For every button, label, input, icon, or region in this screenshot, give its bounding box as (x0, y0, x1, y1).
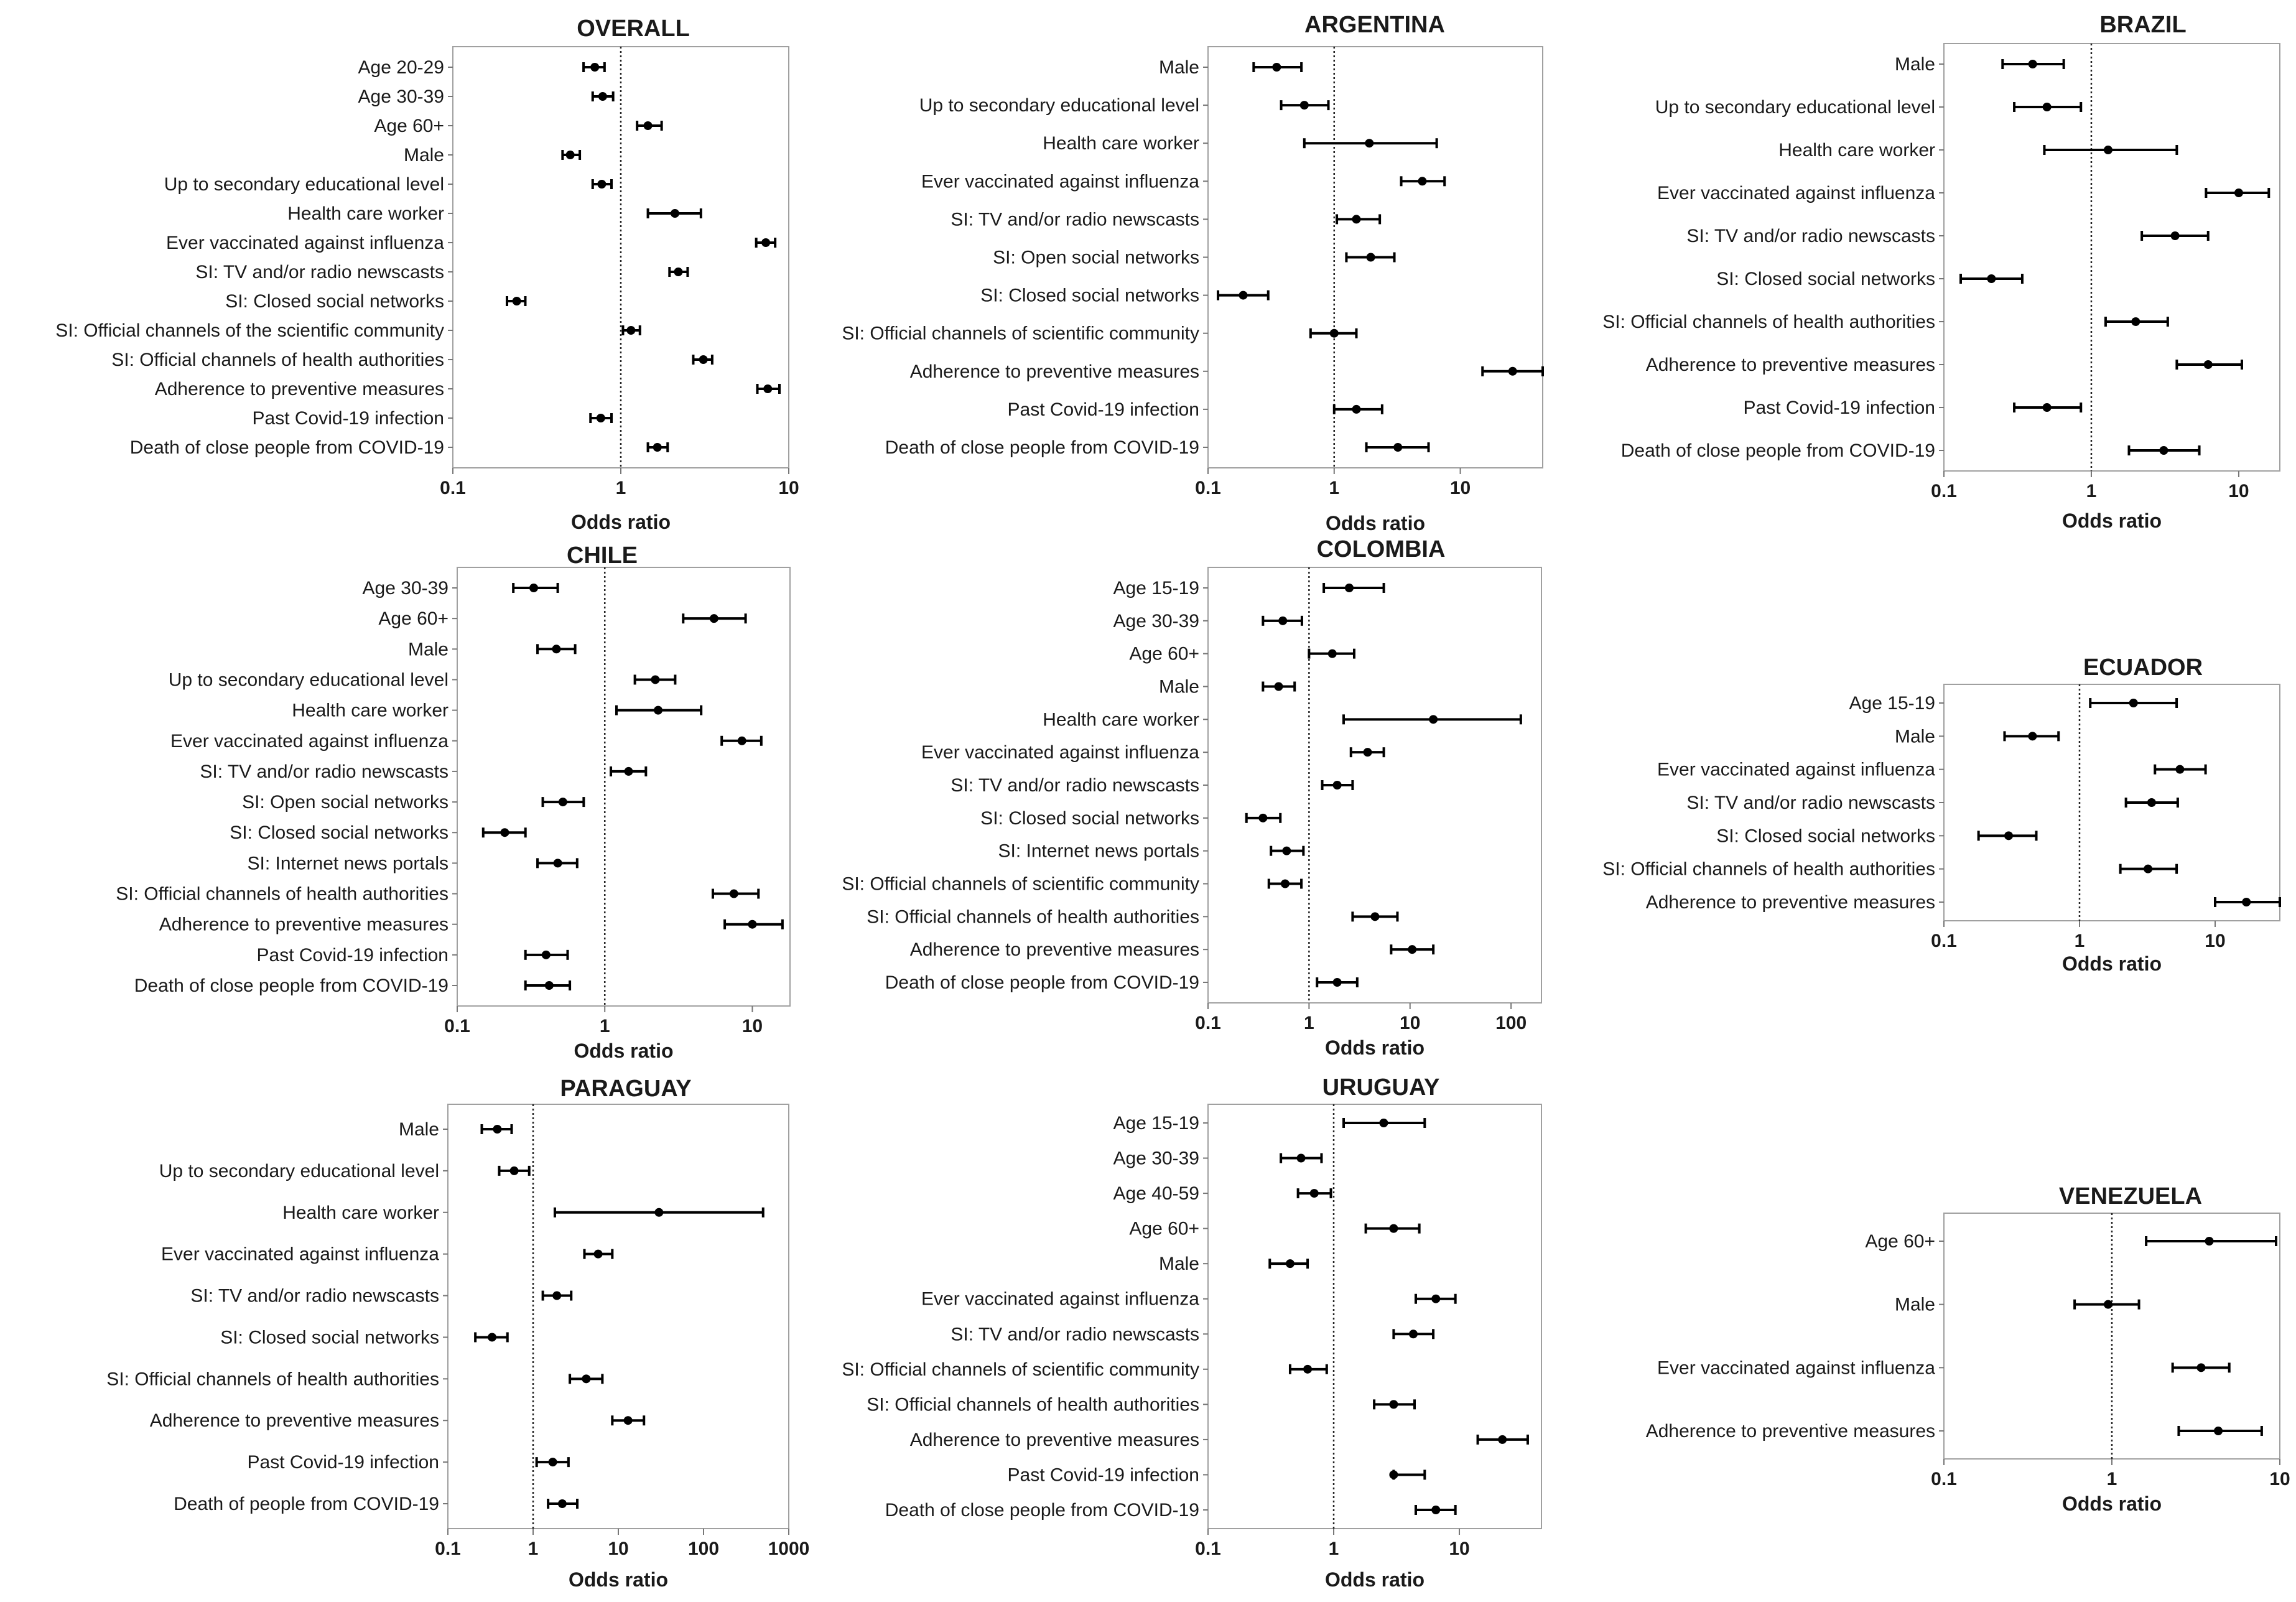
point-estimate (1333, 978, 1342, 987)
row-label: SI: Internet news portals (247, 853, 449, 874)
point-estimate (1389, 1470, 1398, 1479)
row-label: Ever vaccinated against influenza (1657, 759, 1935, 780)
row-label: Age 30-39 (1113, 1148, 1199, 1169)
x-tick-label: 0.1 (1195, 1013, 1221, 1033)
point-estimate (1379, 1119, 1388, 1127)
forest-panel-argentina (842, 12, 1543, 534)
row-label: Death of people from COVID-19 (174, 1494, 439, 1514)
point-estimate (748, 920, 756, 929)
point-estimate (529, 584, 538, 592)
point-estimate (2205, 1237, 2214, 1246)
point-estimate (1310, 1189, 1319, 1198)
point-estimate (763, 384, 772, 393)
chart-title: ARGENTINA (1304, 12, 1445, 38)
row-label: Death of close people from COVID-19 (885, 972, 1199, 993)
row-label: Ever vaccinated against influenza (170, 730, 449, 752)
row-label: Health care worker (1778, 140, 1935, 161)
x-axis-label: Odds ratio (2061, 952, 2162, 975)
forest-panel-paraguay (106, 1076, 809, 1591)
row-label: Age 30-39 (358, 86, 444, 107)
point-estimate (1258, 814, 1267, 822)
point-estimate (1282, 847, 1291, 855)
row-label: SI: Official channels of health authorities (116, 883, 449, 905)
point-estimate (1328, 650, 1337, 658)
point-estimate (1286, 1259, 1294, 1268)
row-label: Death of close people from COVID-19 (1620, 440, 1935, 461)
point-estimate (1300, 101, 1309, 109)
row-label: SI: Open social networks (242, 792, 449, 813)
point-estimate (566, 151, 575, 159)
point-estimate (2029, 60, 2037, 68)
x-tick-label: 0.1 (1195, 478, 1221, 498)
row-label: SI: Closed social networks (1716, 269, 1935, 289)
forest-panel-uruguay (842, 1074, 1541, 1591)
x-tick-label: 1 (2074, 931, 2085, 951)
point-estimate (590, 63, 599, 72)
chart-title: VENEZUELA (2058, 1183, 2203, 1209)
point-estimate (674, 268, 682, 276)
row-label: Age 30-39 (1113, 610, 1199, 631)
point-estimate (500, 828, 509, 837)
row-label: SI: Closed social networks (225, 291, 444, 312)
point-estimate (1278, 617, 1287, 625)
point-estimate (1345, 584, 1354, 592)
point-estimate (559, 798, 567, 806)
point-estimate (738, 737, 746, 745)
point-estimate (493, 1125, 501, 1134)
row-label: SI: TV and/or radio newscasts (950, 209, 1199, 230)
row-label: Up to secondary educational level (164, 174, 444, 195)
row-label: Age 60+ (1865, 1231, 1935, 1252)
x-tick-label: 1 (1328, 1539, 1339, 1559)
point-estimate (597, 180, 606, 189)
point-estimate (1429, 715, 1438, 724)
x-tick-label: 10 (1449, 478, 1471, 498)
point-estimate (1239, 291, 1248, 300)
row-label: Health care worker (1043, 709, 1199, 730)
x-axis-label: Odds ratio (570, 511, 671, 533)
point-estimate (1987, 274, 1996, 283)
point-estimate (653, 443, 662, 452)
row-label: Age 40-59 (1113, 1183, 1199, 1204)
row-label: SI: Official channels of health authorities (1602, 859, 1935, 880)
plot-frame (1944, 44, 2280, 471)
x-tick-label: 0.1 (1195, 1539, 1221, 1559)
point-estimate (552, 645, 560, 653)
point-estimate (1365, 139, 1373, 147)
chart-title: CHILE (567, 543, 638, 569)
row-label: SI: Official channels of scientific community (842, 873, 1199, 895)
point-estimate (1367, 253, 1375, 262)
row-label: SI: Official channels of health authorities (867, 1394, 1199, 1415)
point-estimate (1352, 405, 1360, 414)
point-estimate (2131, 317, 2140, 326)
chart-title: COLOMBIA (1316, 536, 1446, 562)
row-label: SI: TV and/or radio newscasts (950, 775, 1199, 796)
chart-title: BRAZIL (2099, 12, 2187, 38)
row-label: Death of close people from COVID-19 (885, 1500, 1199, 1521)
point-estimate (1431, 1506, 1440, 1514)
x-tick-label: 1 (615, 478, 626, 498)
x-tick-label: 1 (599, 1016, 610, 1036)
row-label: Adherence to preventive measures (909, 939, 1199, 961)
row-label: Past Covid-19 infection (1007, 399, 1199, 420)
point-estimate (598, 92, 607, 101)
point-estimate (549, 1458, 557, 1466)
point-estimate (1408, 945, 1416, 954)
x-tick-label: 1 (528, 1539, 539, 1559)
point-estimate (2144, 865, 2152, 873)
point-estimate (1281, 880, 1290, 888)
chart-title: URUGUAY (1322, 1074, 1440, 1101)
row-label: Past Covid-19 infection (1743, 398, 1935, 418)
x-tick-label: 0.1 (1931, 481, 1957, 501)
point-estimate (644, 121, 653, 130)
row-label: SI: Closed social networks (980, 808, 1199, 829)
row-label: Past Covid-19 infection (247, 1452, 439, 1473)
point-estimate (558, 1499, 567, 1508)
row-label: Ever vaccinated against influenza (166, 233, 444, 253)
row-label: Adherence to preventive measures (154, 379, 444, 399)
point-estimate (2043, 103, 2052, 111)
point-estimate (1303, 1365, 1312, 1374)
point-estimate (654, 1208, 663, 1217)
forest-panel-ecuador (1602, 654, 2280, 975)
row-label: SI: Official channels of the scientific community (55, 320, 444, 341)
row-label: SI: TV and/or radio newscasts (190, 1285, 439, 1306)
row-label: Up to secondary educational level (168, 669, 449, 691)
x-axis-label: Odds ratio (1324, 1036, 1425, 1059)
row-label: Age 60+ (1129, 1218, 1199, 1239)
point-estimate (597, 414, 605, 422)
plot-frame (457, 567, 790, 1006)
point-estimate (1389, 1400, 1398, 1409)
row-label: Adherence to preventive measures (1645, 355, 1935, 375)
x-tick-label: 100 (1495, 1013, 1527, 1033)
row-label: Male (407, 639, 449, 660)
row-label: Health care worker (282, 1202, 439, 1223)
row-label: Ever vaccinated against influenza (1657, 183, 1935, 203)
point-estimate (1330, 329, 1339, 338)
x-tick-label: 1 (1304, 1013, 1314, 1033)
row-label: Up to secondary educational level (1655, 97, 1935, 118)
x-tick-label: 10 (2269, 1469, 2290, 1489)
point-estimate (1364, 748, 1372, 757)
row-label: SI: TV and/or radio newscasts (950, 1324, 1199, 1345)
row-label: Past Covid-19 infection (1007, 1465, 1199, 1486)
point-estimate (2129, 699, 2138, 707)
point-estimate (2104, 1300, 2112, 1309)
point-estimate (1297, 1154, 1306, 1163)
point-estimate (552, 1292, 561, 1300)
point-estimate (626, 326, 635, 335)
forest-panel-venezuela (1646, 1183, 2290, 1515)
point-estimate (699, 355, 708, 364)
row-label: Adherence to preventive measures (1645, 892, 1935, 913)
row-label: SI: Official channels of health authorities (867, 906, 1199, 928)
x-tick-label: 0.1 (1931, 1469, 1957, 1489)
row-label: Age 15-19 (1113, 578, 1199, 598)
row-label: Ever vaccinated against influenza (921, 742, 1199, 763)
point-estimate (513, 297, 521, 305)
row-label: SI: Closed social networks (1716, 826, 1935, 847)
point-estimate (1274, 682, 1283, 691)
row-label: SI: Closed social networks (220, 1327, 439, 1348)
chart-title: OVERALL (577, 16, 690, 42)
row-label: Up to secondary educational level (919, 95, 1199, 116)
row-label: SI: Official channels of health authorities (1602, 312, 1935, 332)
x-tick-label: 10 (2205, 931, 2226, 951)
point-estimate (594, 1250, 603, 1259)
row-label: Adherence to preventive measures (1645, 1421, 1935, 1441)
point-estimate (1508, 367, 1517, 376)
row-label: Male (398, 1119, 439, 1140)
row-label: Male (1894, 54, 1935, 75)
x-axis-label: Odds ratio (2061, 1493, 2162, 1515)
row-label: Health care worker (287, 203, 444, 224)
row-label: Death of close people from COVID-19 (129, 437, 444, 458)
point-estimate (730, 890, 738, 898)
point-estimate (510, 1167, 519, 1175)
x-tick-label: 1 (2106, 1469, 2117, 1489)
point-estimate (671, 209, 679, 218)
point-estimate (2147, 798, 2156, 807)
point-estimate (1370, 912, 1379, 921)
x-axis-label: Odds ratio (1324, 1568, 1425, 1591)
row-label: Adherence to preventive measures (149, 1410, 439, 1432)
row-label: Death of close people from COVID-19 (134, 976, 449, 996)
plot-frame (1944, 684, 2280, 921)
x-tick-label: 10 (778, 478, 799, 498)
point-estimate (2159, 446, 2168, 455)
row-label: SI: TV and/or radio newscasts (1686, 226, 1935, 246)
row-label: SI: Closed social networks (980, 285, 1199, 306)
x-tick-label: 100 (687, 1539, 720, 1559)
point-estimate (1272, 63, 1281, 72)
point-estimate (625, 767, 633, 776)
point-estimate (1409, 1330, 1418, 1338)
point-estimate (651, 675, 659, 684)
point-estimate (554, 859, 562, 867)
chart-title: ECUADOR (2083, 654, 2203, 681)
row-label: SI: Closed social networks (230, 822, 449, 844)
row-label: Male (1894, 726, 1935, 747)
row-label: Past Covid-19 infection (252, 408, 444, 429)
row-label: Male (1158, 1254, 1199, 1275)
row-label: Age 60+ (378, 608, 449, 630)
point-estimate (542, 951, 551, 959)
point-estimate (2175, 765, 2184, 774)
row-label: SI: Official channels of health authorities (106, 1369, 439, 1390)
point-estimate (654, 706, 662, 715)
row-label: Age 20-29 (358, 57, 444, 78)
point-estimate (624, 1416, 633, 1425)
row-label: SI: Official channels of scientific community (842, 1359, 1199, 1380)
plot-frame (1208, 1104, 1541, 1529)
point-estimate (2204, 360, 2213, 369)
row-label: Health care worker (292, 700, 449, 721)
point-estimate (488, 1333, 496, 1341)
row-label: Ever vaccinated against influenza (921, 1288, 1199, 1310)
forest-panel-colombia (842, 536, 1541, 1059)
row-label: SI: Official channels of health authorities (111, 350, 444, 370)
x-tick-label: 10 (1449, 1539, 1470, 1559)
point-estimate (1352, 215, 1360, 223)
row-label: Past Covid-19 infection (256, 944, 449, 966)
point-estimate (2214, 1427, 2223, 1435)
row-label: SI: TV and/or radio newscasts (200, 761, 449, 782)
row-label: Health care worker (1043, 133, 1199, 154)
x-tick-label: 10 (741, 1016, 763, 1036)
x-axis-label: Odds ratio (568, 1568, 669, 1591)
point-estimate (710, 614, 718, 623)
x-axis-label: Odds ratio (1325, 512, 1426, 534)
row-label: Ever vaccinated against influenza (1657, 1358, 1935, 1379)
row-label: Ever vaccinated against influenza (161, 1244, 439, 1265)
x-tick-label: 10 (608, 1539, 629, 1559)
point-estimate (1389, 1224, 1398, 1233)
x-axis-label: Odds ratio (574, 1040, 674, 1062)
point-estimate (2004, 831, 2013, 840)
row-label: Age 15-19 (1849, 693, 1935, 714)
point-estimate (1498, 1435, 1507, 1444)
point-estimate (2171, 231, 2180, 240)
x-tick-label: 0.1 (435, 1539, 461, 1559)
row-label: SI: Official channels of scientific community (842, 323, 1199, 344)
row-label: Ever vaccinated against influenza (921, 171, 1199, 192)
x-axis-label: Odds ratio (2061, 510, 2162, 532)
x-tick-label: 10 (1400, 1013, 1421, 1033)
plot-frame (1208, 567, 1541, 1003)
forest-panel-chile (116, 543, 790, 1062)
forest-panel-brazil (1602, 12, 2280, 532)
forest-panel-overall (55, 16, 799, 533)
row-label: Age 15-19 (1113, 1113, 1199, 1134)
x-tick-label: 0.1 (444, 1016, 470, 1036)
row-label: Age 60+ (1129, 643, 1199, 664)
point-estimate (545, 981, 554, 990)
x-tick-label: 10 (2228, 481, 2249, 501)
point-estimate (2234, 189, 2243, 197)
row-label: Male (1894, 1294, 1935, 1315)
row-label: Adherence to preventive measures (909, 361, 1199, 382)
point-estimate (2104, 146, 2112, 154)
row-label: Male (403, 145, 444, 165)
point-estimate (1333, 781, 1342, 789)
row-label: Adherence to preventive measures (909, 1429, 1199, 1450)
point-estimate (1418, 177, 1427, 185)
x-tick-label: 1 (2086, 481, 2097, 501)
point-estimate (1393, 443, 1402, 452)
point-estimate (1431, 1295, 1440, 1303)
row-label: Death of close people from COVID-19 (885, 437, 1199, 458)
x-tick-label: 1000 (768, 1539, 810, 1559)
row-label: Age 60+ (374, 116, 444, 136)
row-label: Male (1158, 57, 1199, 78)
row-label: SI: Open social networks (993, 247, 1199, 268)
row-label: Adherence to preventive measures (159, 914, 449, 935)
row-label: Male (1158, 676, 1199, 697)
point-estimate (582, 1374, 590, 1383)
x-tick-label: 0.1 (1931, 931, 1957, 951)
point-estimate (761, 238, 770, 247)
point-estimate (2028, 732, 2037, 740)
chart-title: PARAGUAY (560, 1076, 692, 1102)
row-label: Up to secondary educational level (159, 1160, 439, 1181)
row-label: SI: TV and/or radio newscasts (195, 262, 444, 282)
point-estimate (2043, 403, 2052, 412)
x-tick-label: 1 (1329, 478, 1340, 498)
x-tick-label: 0.1 (440, 478, 466, 498)
point-estimate (2196, 1363, 2205, 1372)
row-label: SI: Internet news portals (998, 841, 1199, 862)
row-label: SI: TV and/or radio newscasts (1686, 793, 1935, 813)
point-estimate (2242, 898, 2251, 906)
row-label: Age 30-39 (362, 578, 449, 598)
